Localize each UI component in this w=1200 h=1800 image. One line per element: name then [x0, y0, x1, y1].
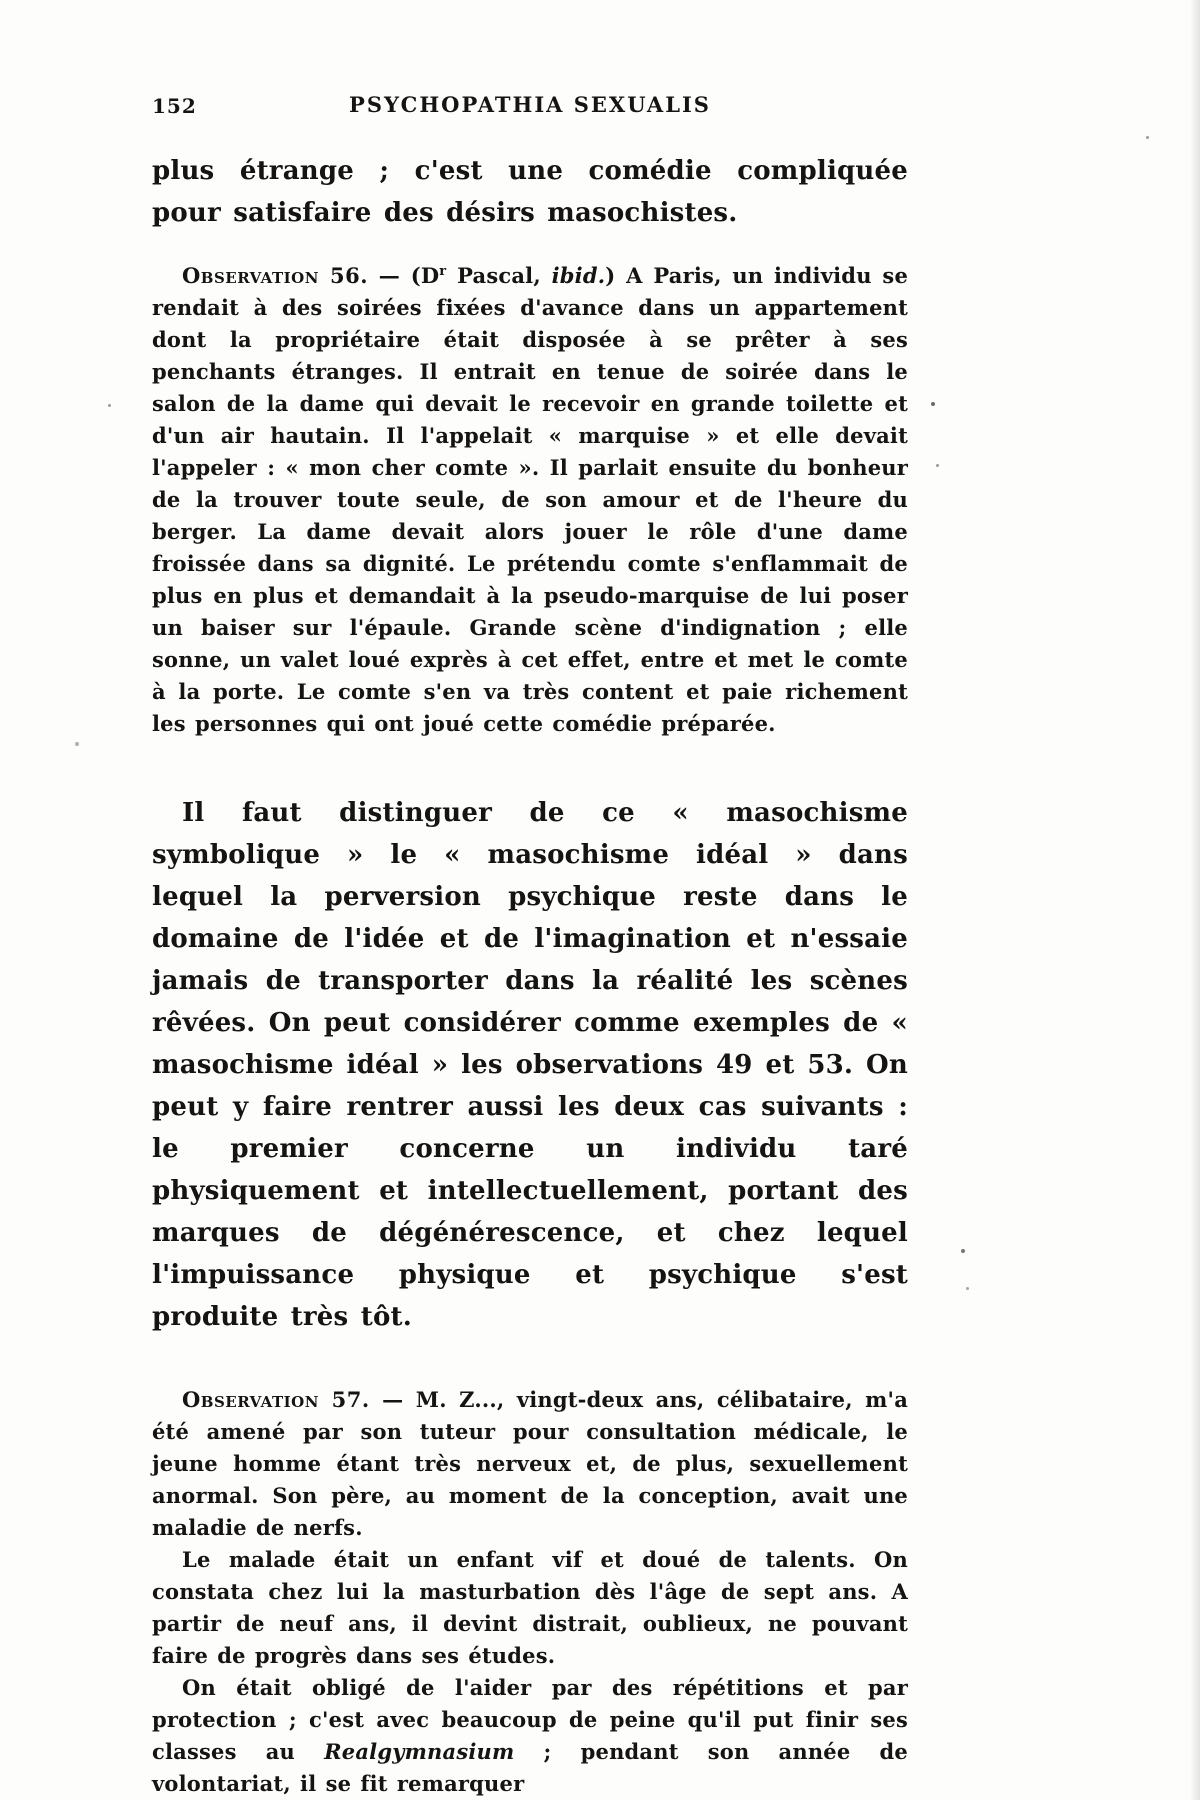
realgymnasium-italic: Realgymnasium: [324, 1739, 515, 1764]
paragraph-masochisme-ideal-text: Il faut distinguer de ce « masochisme symbolique » le « masochisme idéal » dans lequel la perversion psychique reste dans le domaine de l'idée et de l'imagination et n'essaie jamais de transporter dans la réalité les scènes rêvées. On peut considérer comme exemples de « masochisme idéal » les observations 49 et 53. On peut y faire rentrer aussi les deux cas suivants : le premier concerne un individu taré physiquement et intellectuellement, portant des marques de dégénérescence, et chez lequel l'impuissance physique et psychique s'est produite très tôt.: [152, 798, 908, 1332]
paragraph-continuation-text: plus étrange ; c'est une comédie compliquée pour satisfaire des désirs masochistes.: [152, 156, 908, 228]
ibid-italic: ibid.: [551, 263, 606, 288]
observation-57-body: — M. Z..., vingt-deux ans, célibataire, m'a été amené par son tuteur pour consultation médicale, le jeune homme étant très nerveux et, de plus, sexuellement anormal. Son père, au moment de la conception, avait une maladie de nerfs.: [152, 1387, 908, 1540]
scan-speck: [931, 402, 935, 406]
paragraph-continuation: [152, 150, 908, 234]
observation-57-paragraph-2: [152, 1544, 908, 1672]
scan-speck: [961, 1249, 965, 1253]
scan-speck: [966, 1287, 969, 1290]
running-title: PSYCHOPATHIA SEXUALIS: [349, 92, 711, 117]
scan-speck: [1146, 136, 1149, 139]
page-number: 152: [152, 94, 197, 118]
observation-56-body: ) A Paris, un individu se rendait à des soirées fixées d'avance dans un appartement dont la propriétaire était disposée à se prêter à ses penchants étranges. Il entrait en tenue de soirée dans le salon de la dame qui devait le recevoir en grande toilette et d'un air hautain. Il l'appelait « marquise » et elle devait l'appeler : « mon cher comte ». Il parlait ensuite du bonheur de la trouver toute seule, de son amour et de l'heure du berger. La dame devait alors jouer le rôle d'une dame froissée dans sa dignité. Le prétendu comte s'enflammait de plus en plus et demandait à la pseudo-marquise de lui poser un baiser sur l'épaule. Grande scène d'indignation ; elle sonne, un valet loué exprès à cet effet, entre et met le comte à la porte. Le comte s'en va très content et paie richement les personnes qui ont joué cette comédie préparée.: [152, 263, 908, 736]
text-column: [152, 88, 908, 1800]
scan-speck: [936, 464, 939, 467]
observation-57-paragraph-3: [152, 1672, 908, 1800]
page-header: [152, 88, 908, 122]
observation-57-label: Observation 57.: [182, 1387, 370, 1412]
observation-57-paragraph: [152, 1384, 908, 1544]
scan-edge-shadow: [1190, 0, 1200, 1800]
scan-speck: [108, 404, 111, 407]
doctor-superscript: r: [439, 264, 447, 279]
observation-56-label: Observation 56.: [182, 263, 369, 288]
observation-57-paragraph-2-text: Le malade était un enfant vif et doué de talents. On constata chez lui la masturbation dès l'âge de sept ans. A partir de neuf ans, il devint distrait, oublieux, ne pouvant faire de progrès dans ses études.: [152, 1547, 908, 1668]
observation-57-paragraph-3-pre: On était obligé de l'aider par des répétitions et par protection ; c'est avec beaucoup de peine qu'il put finir ses classes au: [152, 1675, 908, 1764]
observation-56-attribution: Pascal,: [446, 263, 552, 288]
paragraph-masochisme-ideal: [152, 792, 908, 1338]
observation-56-dash: — (D: [368, 263, 440, 288]
observation-57-paragraph-3-post: ; pendant son année de volontariat, il se fit remarquer: [152, 1739, 908, 1796]
scan-speck: [75, 742, 79, 746]
observation-56-paragraph: [152, 260, 908, 740]
